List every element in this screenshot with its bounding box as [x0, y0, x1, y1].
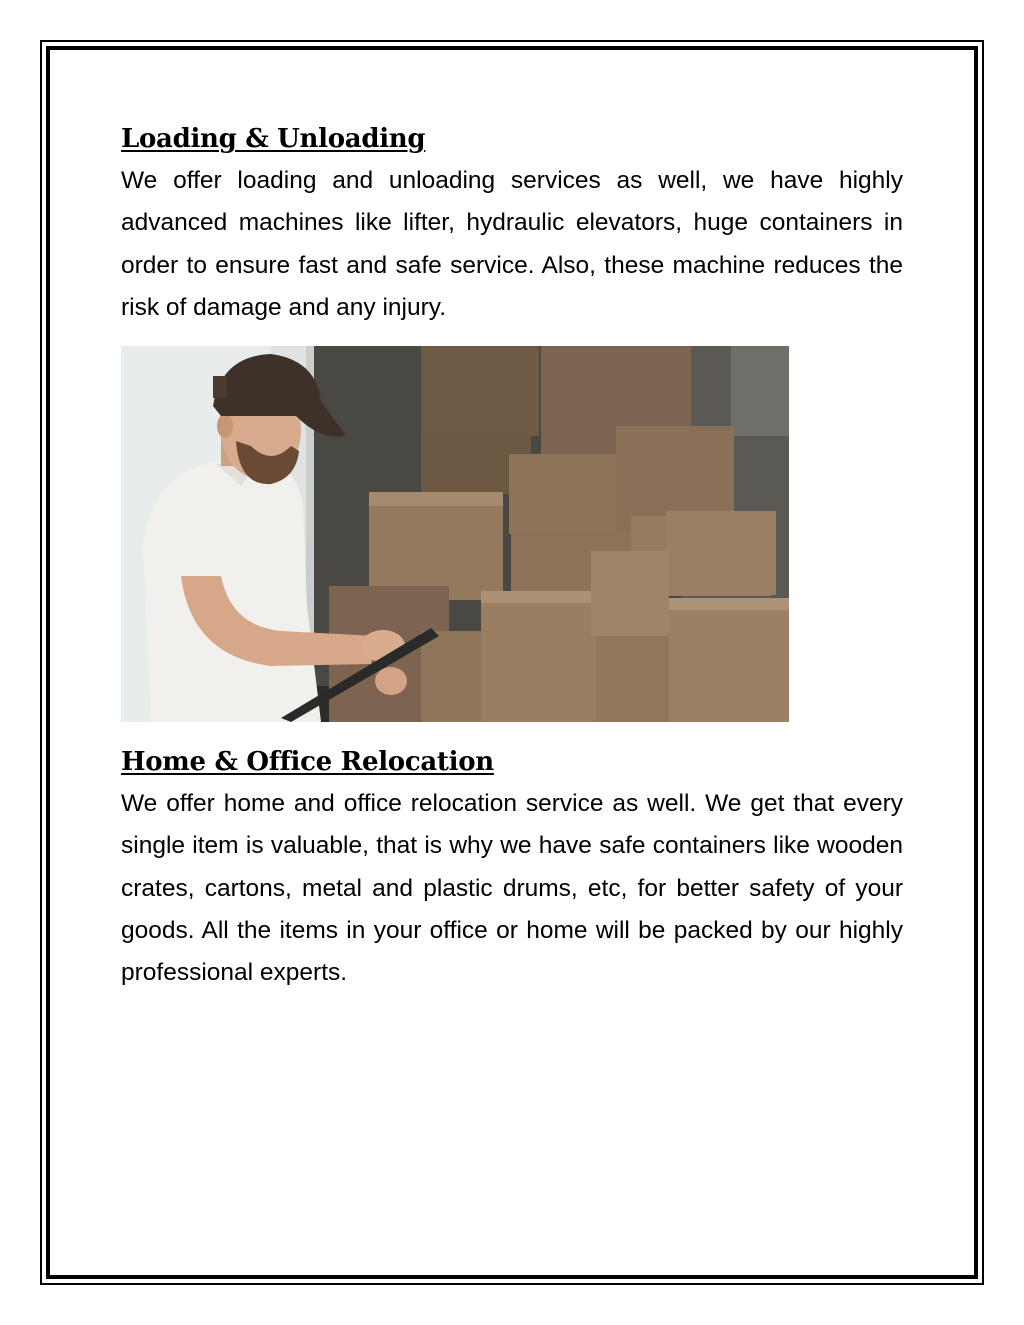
mover-with-boxes-photo	[121, 346, 789, 722]
section-body: We offer loading and unloading services as well, we have highly advanced machines like lifter, hydraulic elevators, huge containers in order to ensure fast and safe service. Also, these machine reduces the risk of damage and any injury.	[121, 167, 903, 321]
section-loading-unloading	[121, 122, 903, 329]
section-home-office-relocation	[121, 745, 903, 994]
section-body: We offer home and office relocation service as well. We get that every single item is valuable, that is why we have safe containers like wooden crates, cartons, metal and plastic drums, etc, for better safety of your goods. All the items in your office or home will be packed by our highly professional experts.	[121, 790, 903, 987]
section-heading: Home & Office Relocation	[121, 747, 494, 777]
section-heading: Loading & Unloading	[121, 124, 426, 154]
